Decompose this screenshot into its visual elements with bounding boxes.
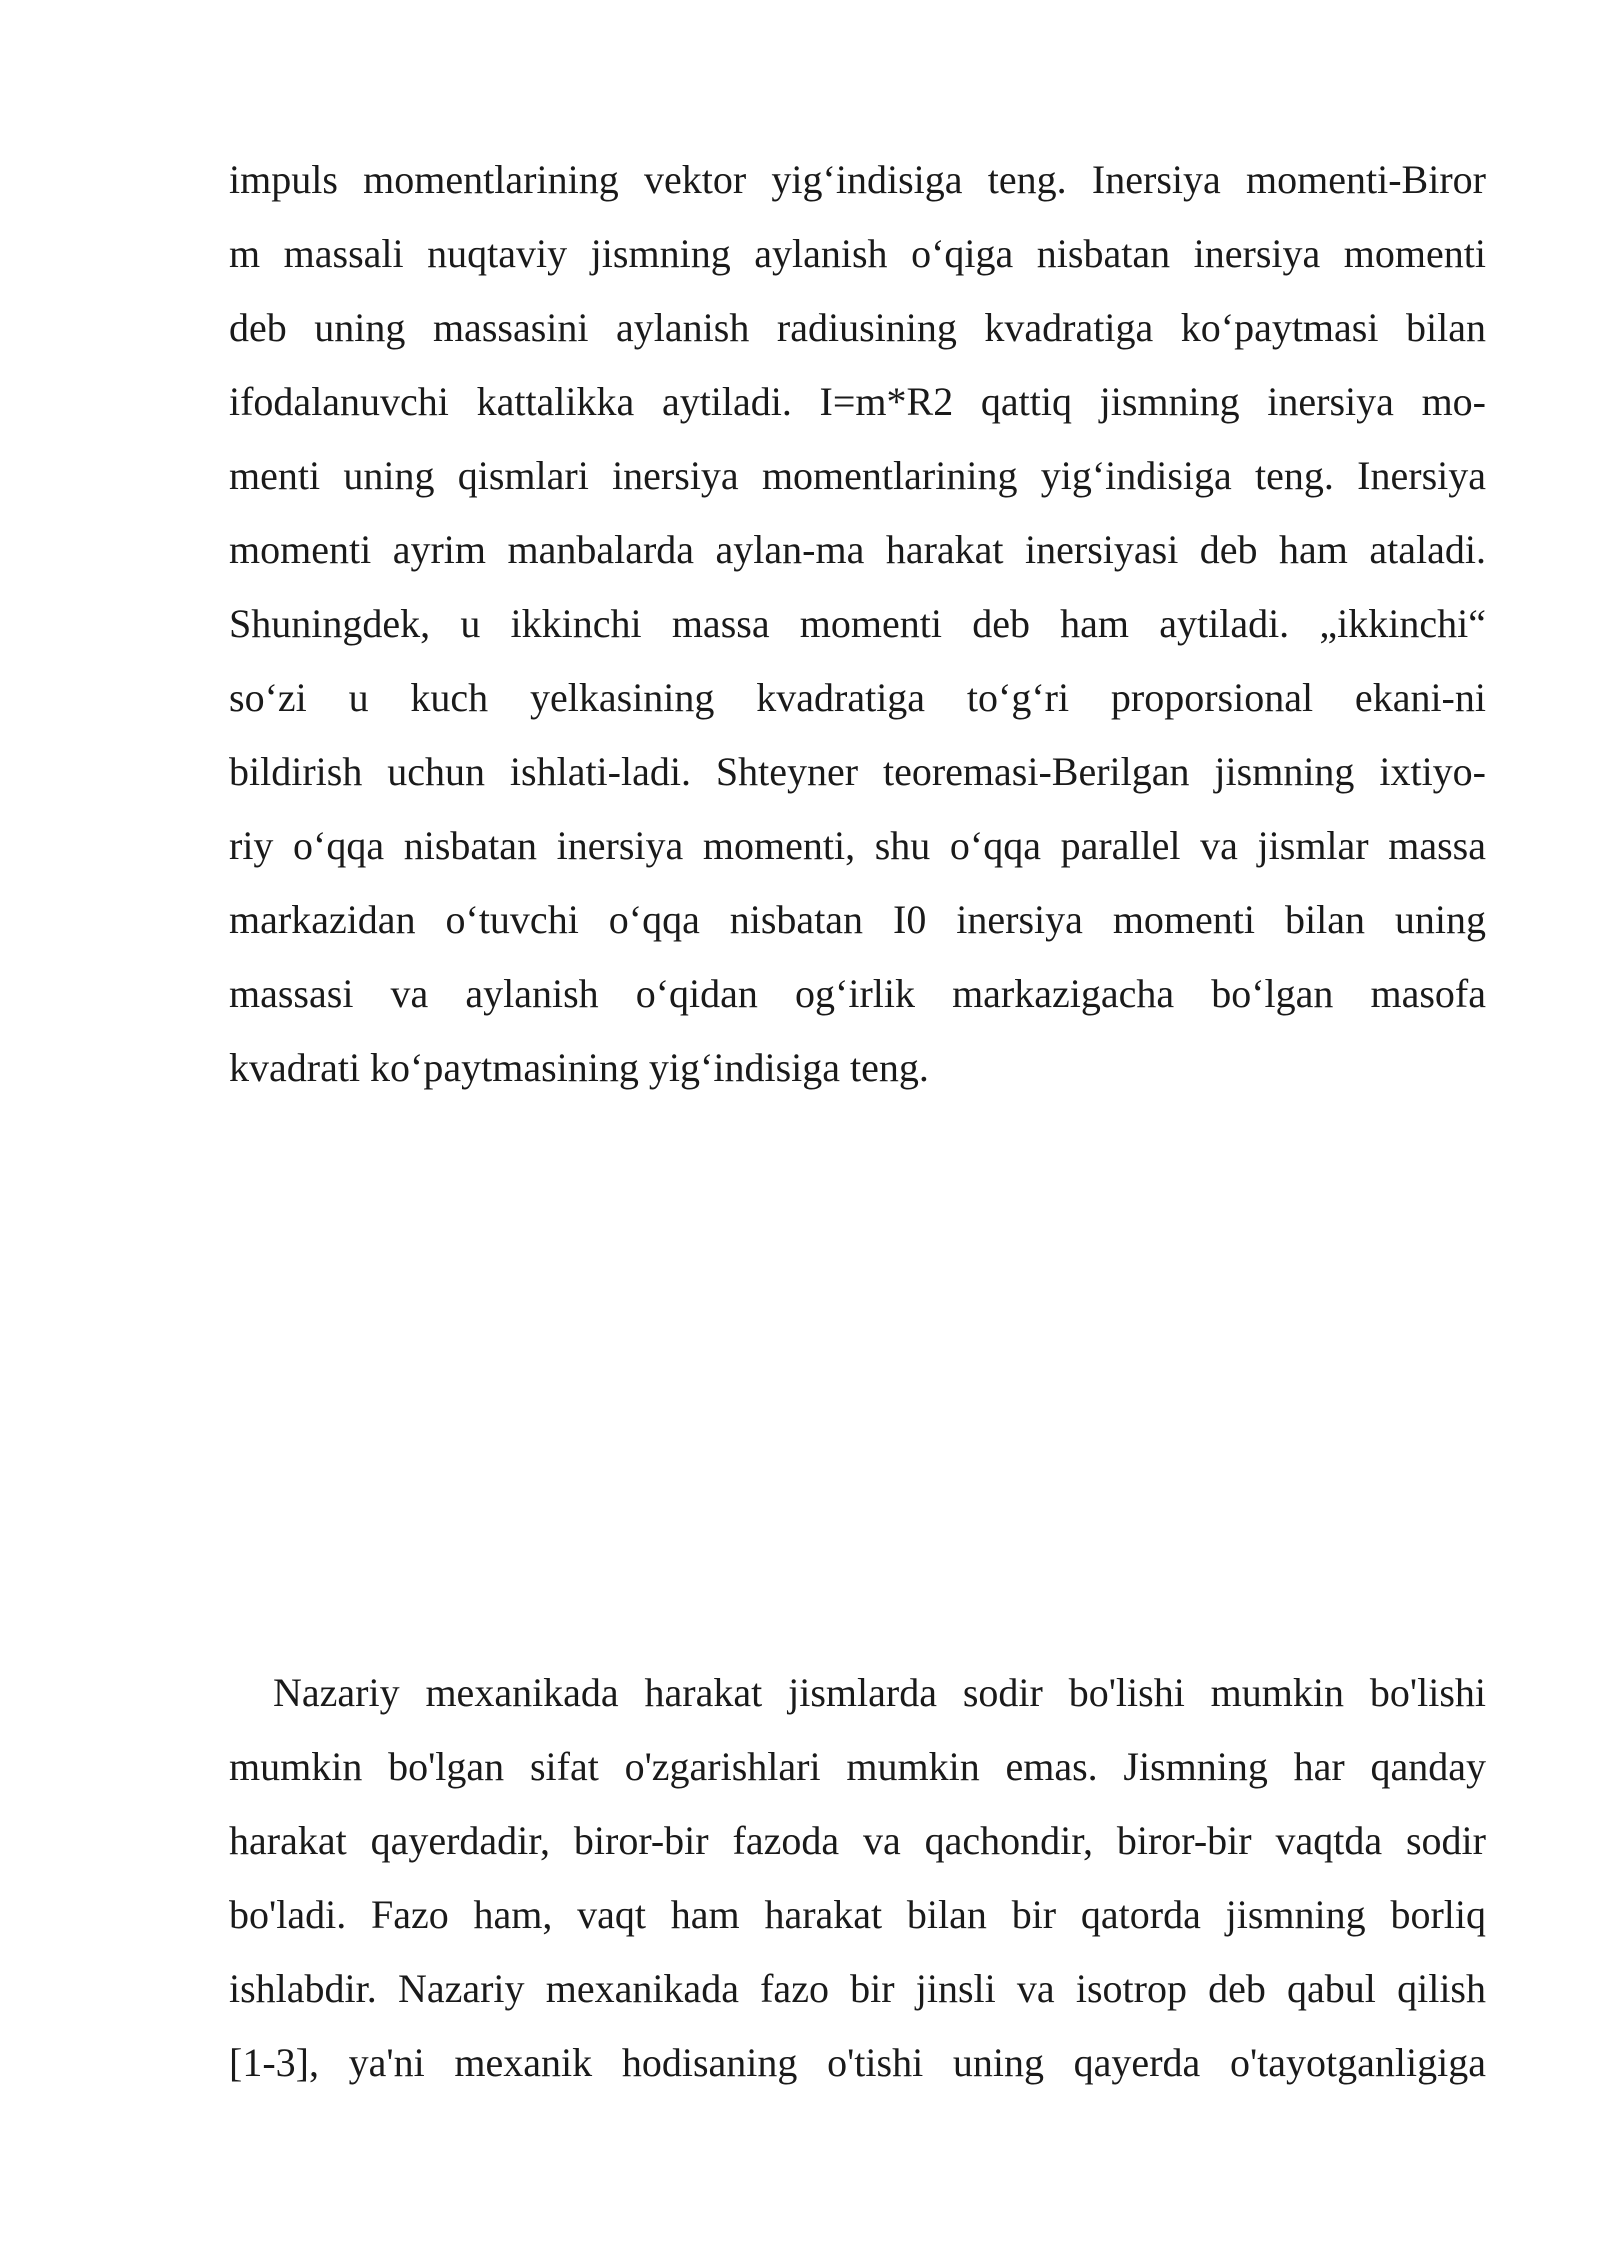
text-line: kvadrati ko‘paytmasining yig‘indisiga teng. [229, 1045, 929, 1090]
text-line: markazidan o‘tuvchi o‘qqa nisbatan I0 inersiya momenti bilan uning [229, 897, 1486, 942]
text-line: mumkin bo'lgan sifat o'zgarishlari mumkin emas. Jismning har qanday [229, 1744, 1486, 1789]
text-line: m massali nuqtaviy jismning aylanish o‘qiga nisbatan inersiya momenti [229, 231, 1486, 276]
text-line: impuls momentlarining vektor yig‘indisiga teng. Inersiya momenti-Biror [229, 157, 1486, 202]
text-line: deb uning massasini aylanish radiusining kvadratiga ko‘paytmasi bilan [229, 305, 1486, 350]
text-line: Shuningdek, u ikkinchi massa momenti deb ham aytiladi. „ikkinchi“ [229, 601, 1486, 646]
text-line: harakat qayerdadir, biror-bir fazoda va qachondir, biror-bir vaqtda sodir [229, 1818, 1486, 1863]
text-line: massasi va aylanish o‘qidan og‘irlik markazigacha bo‘lgan masofa [229, 971, 1486, 1016]
text-line: bo'ladi. Fazo ham, vaqt ham harakat bilan bir qatorda jismning borliq [229, 1892, 1486, 1937]
text-line: bildirish uchun ishlati-ladi. Shteyner teoremasi-Berilgan jismning ixtiyo- [229, 749, 1486, 794]
text-line: so‘zi u kuch yelkasining kvadratiga to‘g‘ri proporsional ekani-ni [229, 675, 1486, 720]
text-line: Nazariy mexanikada harakat jismlarda sodir bo'lishi mumkin bo'lishi [273, 1670, 1486, 1715]
text-line: riy o‘qqa nisbatan inersiya momenti, shu o‘qqa parallel va jismlar massa [229, 823, 1486, 868]
text-line: momenti ayrim manbalarda aylan-ma harakat inersiyasi deb ham ataladi. [229, 527, 1486, 572]
text-line: [1-3], ya'ni mexanik hodisaning o'tishi uning qayerda o'tayotganligiga [229, 2040, 1486, 2085]
text-line: ifodalanuvchi kattalikka aytiladi. I=m*R2 qattiq jismning inersiya mo- [229, 379, 1486, 424]
text-line: ishlabdir. Nazariy mexanikada fazo bir jinsli va isotrop deb qabul qilish [229, 1966, 1486, 2011]
text-line: menti uning qismlari inersiya momentlarining yig‘indisiga teng. Inersiya [229, 453, 1486, 498]
